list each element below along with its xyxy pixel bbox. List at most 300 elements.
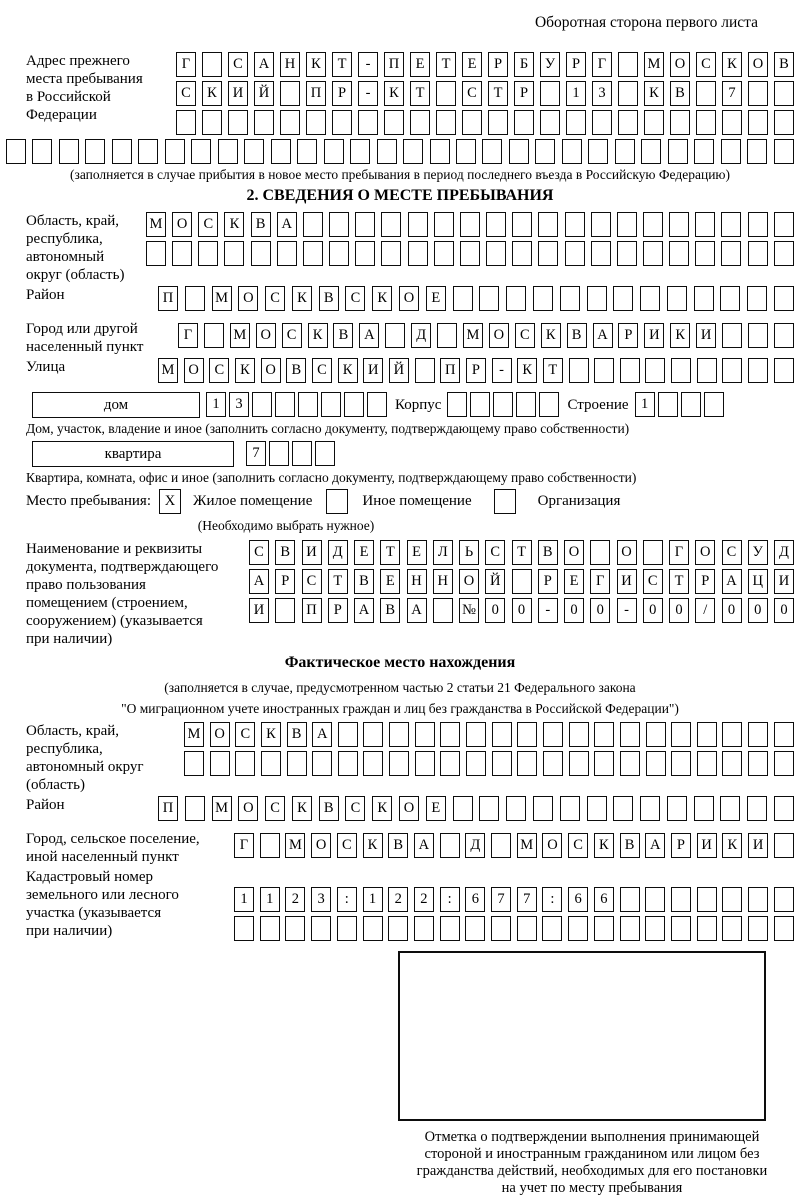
char-cell[interactable] (590, 540, 610, 565)
char-cell[interactable]: 2 (388, 887, 408, 912)
char-cell[interactable]: Е (426, 286, 446, 311)
char-cell[interactable]: Т (488, 81, 508, 106)
char-cell[interactable]: В (380, 598, 400, 623)
char-cell[interactable]: А (277, 212, 297, 237)
char-cell[interactable] (697, 887, 717, 912)
char-cell[interactable]: Т (328, 569, 348, 594)
char-cell[interactable] (588, 139, 608, 164)
char-cell[interactable]: В (319, 286, 339, 311)
char-cell[interactable]: 6 (568, 887, 588, 912)
char-cell[interactable] (191, 139, 211, 164)
char-cell[interactable]: Е (426, 796, 446, 821)
char-cell[interactable] (671, 751, 691, 776)
char-cell[interactable]: В (319, 796, 339, 821)
char-cell[interactable]: П (384, 52, 404, 77)
char-cell[interactable]: С (228, 52, 248, 77)
char-cell[interactable] (533, 796, 553, 821)
char-cell[interactable]: 3 (592, 81, 612, 106)
char-cell[interactable]: 0 (774, 598, 794, 623)
char-cell[interactable] (338, 722, 358, 747)
char-cell[interactable]: Л (433, 540, 453, 565)
char-cell[interactable] (433, 598, 453, 623)
char-cell[interactable] (565, 241, 585, 266)
char-cell[interactable] (671, 722, 691, 747)
char-cell[interactable] (436, 81, 456, 106)
char-cell[interactable] (748, 916, 768, 941)
char-cell[interactable] (381, 241, 401, 266)
char-cell[interactable] (538, 241, 558, 266)
char-cell[interactable]: А (414, 833, 434, 858)
char-cell[interactable]: У (540, 52, 560, 77)
char-cell[interactable] (228, 110, 248, 135)
char-cell[interactable]: А (359, 323, 379, 348)
char-cell[interactable] (436, 110, 456, 135)
char-cell[interactable]: Й (485, 569, 505, 594)
char-cell[interactable]: - (538, 598, 558, 623)
char-cell[interactable] (275, 598, 295, 623)
char-cell[interactable]: Т (332, 52, 352, 77)
char-cell[interactable]: В (567, 323, 587, 348)
char-cell[interactable] (269, 441, 289, 466)
char-cell[interactable]: 7 (517, 887, 537, 912)
char-cell[interactable]: К (384, 81, 404, 106)
char-cell[interactable]: 6 (594, 887, 614, 912)
char-cell[interactable]: Р (488, 52, 508, 77)
char-cell[interactable]: Д (328, 540, 348, 565)
char-cell[interactable] (277, 241, 297, 266)
char-cell[interactable]: П (158, 286, 178, 311)
char-cell[interactable]: С (209, 358, 229, 383)
char-cell[interactable] (456, 139, 476, 164)
char-cell[interactable] (644, 110, 664, 135)
char-cell[interactable] (748, 81, 768, 106)
char-cell[interactable]: Г (234, 833, 254, 858)
char-cell[interactable]: Т (512, 540, 532, 565)
char-cell[interactable]: М (644, 52, 664, 77)
char-cell[interactable]: Й (254, 81, 274, 106)
char-cell[interactable] (363, 722, 383, 747)
char-cell[interactable] (381, 212, 401, 237)
char-cell[interactable] (669, 241, 689, 266)
char-cell[interactable] (298, 392, 318, 417)
char-cell[interactable] (506, 796, 526, 821)
char-cell[interactable] (385, 323, 405, 348)
char-cell[interactable]: - (358, 52, 378, 77)
char-cell[interactable] (311, 916, 331, 941)
char-cell[interactable]: О (542, 833, 562, 858)
char-cell[interactable] (543, 751, 563, 776)
char-cell[interactable]: 0 (748, 598, 768, 623)
char-cell[interactable]: С (643, 569, 663, 594)
char-cell[interactable] (667, 286, 687, 311)
char-cell[interactable] (697, 751, 717, 776)
char-cell[interactable]: В (251, 212, 271, 237)
char-cell[interactable] (774, 241, 794, 266)
char-cell[interactable]: Т (380, 540, 400, 565)
char-cell[interactable]: О (172, 212, 192, 237)
char-cell[interactable]: К (644, 81, 664, 106)
char-cell[interactable] (618, 52, 638, 77)
char-cell[interactable] (447, 392, 467, 417)
char-cell[interactable]: Й (389, 358, 409, 383)
char-cell[interactable]: Ц (748, 569, 768, 594)
char-cell[interactable] (465, 916, 485, 941)
char-cell[interactable]: 2 (414, 887, 434, 912)
char-cell[interactable] (560, 286, 580, 311)
char-cell[interactable] (721, 212, 741, 237)
char-cell[interactable]: Н (433, 569, 453, 594)
char-cell[interactable]: № (459, 598, 479, 623)
char-cell[interactable] (355, 241, 375, 266)
char-cell[interactable]: С (696, 52, 716, 77)
char-cell[interactable]: О (238, 286, 258, 311)
char-cell[interactable]: О (489, 323, 509, 348)
char-cell[interactable] (285, 916, 305, 941)
char-cell[interactable] (176, 110, 196, 135)
char-cell[interactable]: 1 (234, 887, 254, 912)
char-cell[interactable] (506, 286, 526, 311)
char-cell[interactable] (620, 751, 640, 776)
char-cell[interactable]: Р (514, 81, 534, 106)
char-cell[interactable]: О (256, 323, 276, 348)
char-cell[interactable] (415, 358, 435, 383)
char-cell[interactable]: С (345, 286, 365, 311)
char-cell[interactable] (388, 916, 408, 941)
char-cell[interactable] (671, 916, 691, 941)
char-cell[interactable] (617, 241, 637, 266)
char-cell[interactable] (645, 358, 665, 383)
char-cell[interactable] (594, 722, 614, 747)
char-cell[interactable] (569, 722, 589, 747)
char-cell[interactable] (613, 286, 633, 311)
char-cell[interactable] (565, 212, 585, 237)
char-cell[interactable] (337, 916, 357, 941)
char-cell[interactable]: Г (176, 52, 196, 77)
char-cell[interactable]: П (302, 598, 322, 623)
char-cell[interactable]: С (282, 323, 302, 348)
char-cell[interactable] (460, 241, 480, 266)
char-cell[interactable] (748, 722, 768, 747)
char-cell[interactable] (774, 139, 794, 164)
char-cell[interactable]: Д (465, 833, 485, 858)
char-cell[interactable]: П (440, 358, 460, 383)
char-cell[interactable]: А (254, 52, 274, 77)
char-cell[interactable]: О (670, 52, 690, 77)
char-cell[interactable] (482, 139, 502, 164)
char-cell[interactable]: О (238, 796, 258, 821)
char-cell[interactable]: К (517, 358, 537, 383)
char-cell[interactable] (748, 358, 768, 383)
char-cell[interactable] (367, 392, 387, 417)
char-cell[interactable]: К (202, 81, 222, 106)
char-cell[interactable] (350, 139, 370, 164)
char-cell[interactable] (720, 796, 740, 821)
char-cell[interactable] (453, 796, 473, 821)
char-cell[interactable] (722, 722, 742, 747)
char-cell[interactable] (587, 286, 607, 311)
char-cell[interactable] (185, 286, 205, 311)
char-cell[interactable]: Е (564, 569, 584, 594)
char-cell[interactable]: Р (332, 81, 352, 106)
char-cell[interactable]: В (670, 81, 690, 106)
char-cell[interactable] (539, 392, 559, 417)
char-cell[interactable]: О (261, 358, 281, 383)
char-cell[interactable] (434, 241, 454, 266)
char-cell[interactable] (408, 212, 428, 237)
char-cell[interactable]: С (312, 358, 332, 383)
char-cell[interactable]: 7 (722, 81, 742, 106)
char-cell[interactable] (670, 110, 690, 135)
char-cell[interactable] (620, 916, 640, 941)
char-cell[interactable]: О (184, 358, 204, 383)
checkbox-residential[interactable]: X (159, 489, 181, 514)
char-cell[interactable] (437, 323, 457, 348)
char-cell[interactable]: С (722, 540, 742, 565)
char-cell[interactable] (491, 833, 511, 858)
char-cell[interactable] (640, 796, 660, 821)
char-cell[interactable] (774, 212, 794, 237)
char-cell[interactable] (514, 110, 534, 135)
char-cell[interactable] (466, 722, 486, 747)
char-cell[interactable] (512, 241, 532, 266)
char-cell[interactable]: С (265, 286, 285, 311)
char-cell[interactable] (329, 241, 349, 266)
char-cell[interactable] (722, 751, 742, 776)
char-cell[interactable]: О (311, 833, 331, 858)
char-cell[interactable] (697, 916, 717, 941)
char-cell[interactable]: Р (618, 323, 638, 348)
char-cell[interactable]: А (407, 598, 427, 623)
char-cell[interactable] (587, 796, 607, 821)
char-cell[interactable]: А (593, 323, 613, 348)
char-cell[interactable] (645, 887, 665, 912)
char-cell[interactable]: И (302, 540, 322, 565)
char-cell[interactable] (462, 110, 482, 135)
char-cell[interactable] (440, 833, 460, 858)
char-cell[interactable] (694, 286, 714, 311)
char-cell[interactable]: Е (462, 52, 482, 77)
char-cell[interactable]: 1 (206, 392, 226, 417)
char-cell[interactable]: О (617, 540, 637, 565)
char-cell[interactable]: 3 (229, 392, 249, 417)
char-cell[interactable] (324, 139, 344, 164)
char-cell[interactable] (696, 110, 716, 135)
char-cell[interactable] (517, 722, 537, 747)
char-cell[interactable]: М (285, 833, 305, 858)
char-cell[interactable]: К (308, 323, 328, 348)
char-cell[interactable]: С (515, 323, 535, 348)
char-cell[interactable]: Т (410, 81, 430, 106)
char-cell[interactable]: П (306, 81, 326, 106)
char-cell[interactable]: И (748, 833, 768, 858)
char-cell[interactable] (470, 392, 490, 417)
char-cell[interactable] (620, 722, 640, 747)
char-cell[interactable] (440, 916, 460, 941)
char-cell[interactable] (492, 722, 512, 747)
char-cell[interactable]: О (459, 569, 479, 594)
char-cell[interactable]: В (538, 540, 558, 565)
char-cell[interactable] (560, 796, 580, 821)
char-cell[interactable]: В (774, 52, 794, 77)
char-cell[interactable] (493, 392, 513, 417)
char-cell[interactable]: Р (538, 569, 558, 594)
char-cell[interactable] (440, 751, 460, 776)
char-cell[interactable] (620, 887, 640, 912)
char-cell[interactable]: А (722, 569, 742, 594)
char-cell[interactable]: И (617, 569, 637, 594)
char-cell[interactable]: С (302, 569, 322, 594)
char-cell[interactable]: 1 (566, 81, 586, 106)
char-cell[interactable]: 0 (643, 598, 663, 623)
char-cell[interactable]: Р (275, 569, 295, 594)
char-cell[interactable]: И (697, 833, 717, 858)
char-cell[interactable]: К (722, 52, 742, 77)
char-cell[interactable] (697, 722, 717, 747)
char-cell[interactable] (517, 916, 537, 941)
char-cell[interactable]: - (617, 598, 637, 623)
char-cell[interactable]: А (645, 833, 665, 858)
char-cell[interactable] (774, 286, 794, 311)
char-cell[interactable]: С (176, 81, 196, 106)
char-cell[interactable] (415, 751, 435, 776)
char-cell[interactable] (303, 212, 323, 237)
char-cell[interactable]: 0 (590, 598, 610, 623)
char-cell[interactable]: О (399, 286, 419, 311)
char-cell[interactable] (280, 110, 300, 135)
char-cell[interactable]: С (485, 540, 505, 565)
char-cell[interactable] (486, 212, 506, 237)
char-cell[interactable] (271, 139, 291, 164)
char-cell[interactable] (377, 139, 397, 164)
char-cell[interactable]: А (249, 569, 269, 594)
char-cell[interactable] (658, 392, 678, 417)
char-cell[interactable] (722, 887, 742, 912)
char-cell[interactable]: О (210, 722, 230, 747)
char-cell[interactable] (306, 110, 326, 135)
char-cell[interactable] (292, 441, 312, 466)
char-cell[interactable]: М (184, 722, 204, 747)
char-cell[interactable] (774, 722, 794, 747)
char-cell[interactable] (138, 139, 158, 164)
char-cell[interactable] (540, 81, 560, 106)
char-cell[interactable] (538, 212, 558, 237)
char-cell[interactable] (287, 751, 307, 776)
char-cell[interactable] (260, 916, 280, 941)
char-cell[interactable] (543, 722, 563, 747)
char-cell[interactable] (569, 358, 589, 383)
char-cell[interactable] (747, 286, 767, 311)
char-cell[interactable] (594, 358, 614, 383)
char-cell[interactable]: В (287, 722, 307, 747)
char-cell[interactable]: Е (354, 540, 374, 565)
char-cell[interactable]: Т (436, 52, 456, 77)
char-cell[interactable]: О (748, 52, 768, 77)
char-cell[interactable]: 0 (722, 598, 742, 623)
char-cell[interactable] (643, 540, 663, 565)
char-cell[interactable]: Г (669, 540, 689, 565)
char-cell[interactable] (671, 358, 691, 383)
char-cell[interactable] (453, 286, 473, 311)
char-cell[interactable] (681, 392, 701, 417)
char-cell[interactable] (198, 241, 218, 266)
char-cell[interactable] (645, 916, 665, 941)
char-cell[interactable] (509, 139, 529, 164)
char-cell[interactable]: К (306, 52, 326, 77)
char-cell[interactable]: С (235, 722, 255, 747)
char-cell[interactable] (748, 323, 768, 348)
char-cell[interactable]: В (354, 569, 374, 594)
char-cell[interactable] (594, 916, 614, 941)
char-cell[interactable]: 0 (485, 598, 505, 623)
char-cell[interactable]: В (333, 323, 353, 348)
char-cell[interactable]: Т (669, 569, 689, 594)
char-cell[interactable]: К (261, 722, 281, 747)
char-cell[interactable] (260, 833, 280, 858)
char-cell[interactable]: Р (566, 52, 586, 77)
char-cell[interactable]: 0 (669, 598, 689, 623)
char-cell[interactable] (479, 286, 499, 311)
char-cell[interactable] (774, 833, 794, 858)
char-cell[interactable] (704, 392, 724, 417)
char-cell[interactable] (185, 796, 205, 821)
char-cell[interactable] (112, 139, 132, 164)
char-cell[interactable]: У (748, 540, 768, 565)
char-cell[interactable]: О (695, 540, 715, 565)
char-cell[interactable]: - (358, 81, 378, 106)
char-cell[interactable]: М (463, 323, 483, 348)
char-cell[interactable] (641, 139, 661, 164)
char-cell[interactable] (668, 139, 688, 164)
char-cell[interactable]: Р (466, 358, 486, 383)
char-cell[interactable] (748, 887, 768, 912)
char-cell[interactable]: Е (380, 569, 400, 594)
char-cell[interactable]: О (399, 796, 419, 821)
char-cell[interactable] (562, 139, 582, 164)
char-cell[interactable] (568, 916, 588, 941)
char-cell[interactable] (512, 569, 532, 594)
char-cell[interactable]: П (158, 796, 178, 821)
char-cell[interactable]: К (670, 323, 690, 348)
char-cell[interactable] (252, 392, 272, 417)
char-cell[interactable] (32, 139, 52, 164)
char-cell[interactable] (344, 392, 364, 417)
char-cell[interactable]: : (337, 887, 357, 912)
char-cell[interactable]: В (388, 833, 408, 858)
char-cell[interactable] (297, 139, 317, 164)
char-cell[interactable] (224, 241, 244, 266)
char-cell[interactable]: К (363, 833, 383, 858)
char-cell[interactable] (408, 241, 428, 266)
char-cell[interactable] (722, 358, 742, 383)
char-cell[interactable] (748, 241, 768, 266)
char-cell[interactable] (280, 81, 300, 106)
char-cell[interactable]: К (292, 286, 312, 311)
char-cell[interactable]: Д (774, 540, 794, 565)
char-cell[interactable]: К (292, 796, 312, 821)
char-cell[interactable] (722, 916, 742, 941)
char-cell[interactable]: В (620, 833, 640, 858)
char-cell[interactable]: 3 (311, 887, 331, 912)
char-cell[interactable] (218, 139, 238, 164)
char-cell[interactable] (694, 139, 714, 164)
char-cell[interactable] (720, 286, 740, 311)
char-cell[interactable] (384, 110, 404, 135)
char-cell[interactable] (695, 241, 715, 266)
char-cell[interactable] (774, 358, 794, 383)
char-cell[interactable] (516, 392, 536, 417)
char-cell[interactable] (694, 796, 714, 821)
char-cell[interactable] (646, 722, 666, 747)
